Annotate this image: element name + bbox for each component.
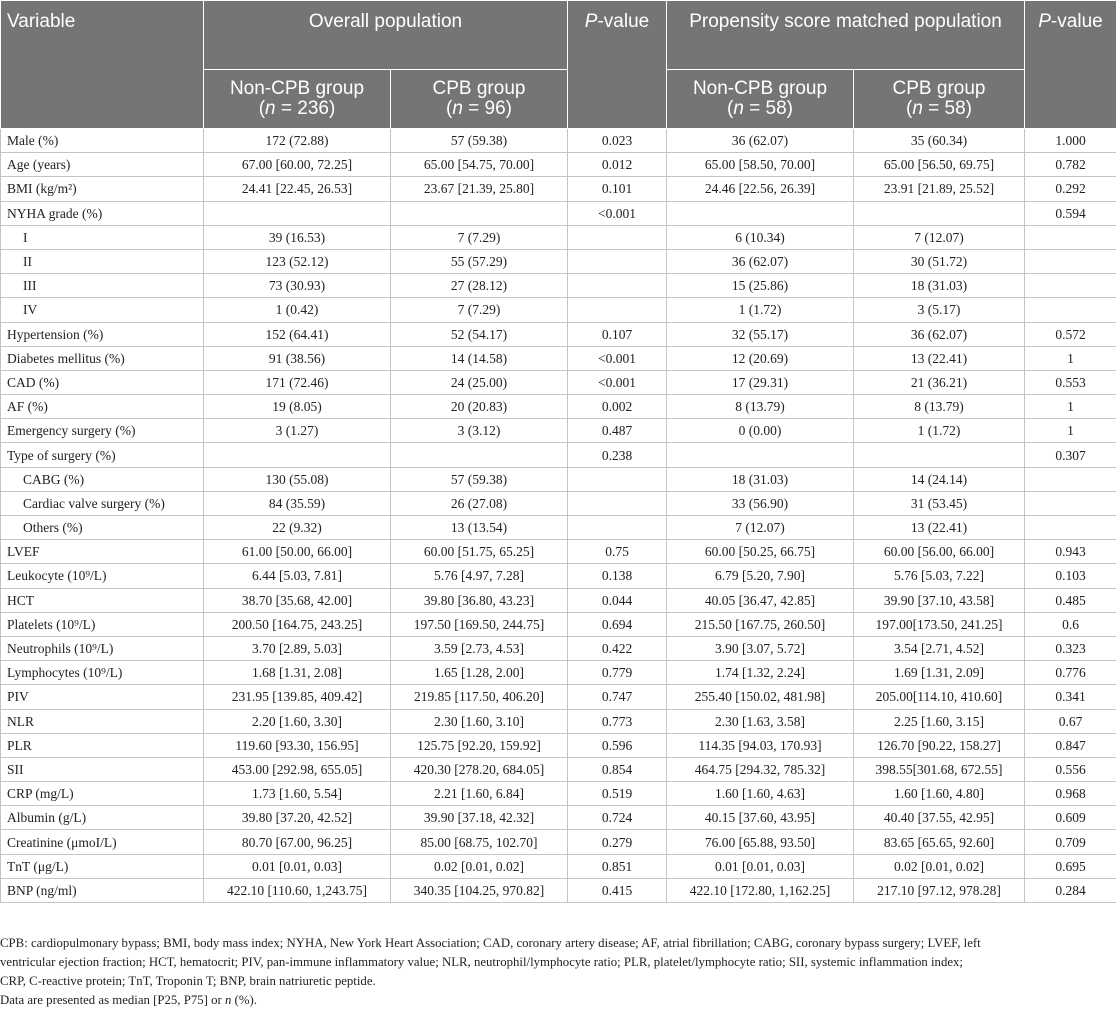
header-overall-noncpb xyxy=(204,70,391,129)
cell-overall-noncpb: 422.10 [110.60, 1,243.75] xyxy=(204,878,391,902)
cell-variable: CAD (%) xyxy=(1,370,204,394)
cell-overall-cpb: 65.00 [54.75, 70.00] xyxy=(391,153,568,177)
cell-overall-pvalue: <0.001 xyxy=(568,346,667,370)
cell-psm-pvalue: 1.000 xyxy=(1025,129,1116,153)
table-row xyxy=(1,540,1116,564)
n-open: ( xyxy=(259,98,265,119)
cell-psm-cpb: 2.25 [1.60, 3.15] xyxy=(854,709,1025,733)
cell-variable: Hypertension (%) xyxy=(1,322,204,346)
cell-psm-noncpb: 65.00 [58.50, 70.00] xyxy=(667,153,854,177)
cell-overall-noncpb: 152 (64.41) xyxy=(204,322,391,346)
n-value: = 58) xyxy=(923,98,972,119)
table-row xyxy=(1,830,1116,854)
cell-psm-cpb: 1.60 [1.60, 4.80] xyxy=(854,782,1025,806)
n-open: ( xyxy=(727,98,733,119)
header-pvalue-p: P xyxy=(585,11,598,32)
cell-variable: Platelets (10⁹/L) xyxy=(1,612,204,636)
cell-psm-noncpb: 3.90 [3.07, 5.72] xyxy=(667,636,854,660)
header-pvalue-rest: -value xyxy=(1051,11,1103,32)
cell-psm-pvalue xyxy=(1025,225,1116,249)
cell-psm-noncpb: 1.60 [1.60, 4.63] xyxy=(667,782,854,806)
cell-psm-noncpb: 8 (13.79) xyxy=(667,395,854,419)
cell-psm-pvalue: 0.695 xyxy=(1025,854,1116,878)
cell-psm-cpb xyxy=(854,443,1025,467)
cell-overall-cpb: 13 (13.54) xyxy=(391,516,568,540)
table-body xyxy=(1,129,1116,903)
n-value: = 236) xyxy=(276,98,336,119)
cell-psm-pvalue: 0.968 xyxy=(1025,782,1116,806)
cell-psm-noncpb: 36 (62.07) xyxy=(667,129,854,153)
cell-overall-pvalue: 0.107 xyxy=(568,322,667,346)
cell-psm-noncpb: 6 (10.34) xyxy=(667,225,854,249)
cell-psm-pvalue: 0.709 xyxy=(1025,830,1116,854)
cell-psm-pvalue: 0.553 xyxy=(1025,370,1116,394)
cell-psm-pvalue xyxy=(1025,491,1116,515)
table-row xyxy=(1,153,1116,177)
cell-psm-noncpb: 1.74 [1.32, 2.24] xyxy=(667,661,854,685)
cell-psm-pvalue xyxy=(1025,467,1116,491)
cell-overall-pvalue: 0.415 xyxy=(568,878,667,902)
cell-overall-noncpb: 0.01 [0.01, 0.03] xyxy=(204,854,391,878)
cell-overall-pvalue xyxy=(568,298,667,322)
cell-psm-cpb: 18 (31.03) xyxy=(854,274,1025,298)
cell-overall-pvalue: 0.012 xyxy=(568,153,667,177)
cell-psm-cpb: 1.69 [1.31, 2.09] xyxy=(854,661,1025,685)
cell-overall-pvalue xyxy=(568,467,667,491)
table-row xyxy=(1,685,1116,709)
cell-psm-pvalue: 0.292 xyxy=(1025,177,1116,201)
cell-psm-pvalue: 0.556 xyxy=(1025,757,1116,781)
cell-variable: LVEF xyxy=(1,540,204,564)
header-pvalue-rest: -value xyxy=(597,11,649,32)
cell-psm-cpb: 83.65 [65.65, 92.60] xyxy=(854,830,1025,854)
cell-overall-noncpb: 231.95 [139.85, 409.42] xyxy=(204,685,391,709)
cell-overall-pvalue: 0.519 xyxy=(568,782,667,806)
cell-psm-noncpb: 17 (29.31) xyxy=(667,370,854,394)
cell-overall-cpb: 3 (3.12) xyxy=(391,419,568,443)
cell-overall-pvalue: 0.023 xyxy=(568,129,667,153)
cell-psm-pvalue: 1 xyxy=(1025,419,1116,443)
cell-psm-cpb: 13 (22.41) xyxy=(854,346,1025,370)
cell-variable: NLR xyxy=(1,709,204,733)
cell-psm-noncpb: 7 (12.07) xyxy=(667,516,854,540)
cell-overall-cpb: 55 (57.29) xyxy=(391,249,568,273)
n-letter: n xyxy=(452,98,463,119)
cell-psm-noncpb: 464.75 [294.32, 785.32] xyxy=(667,757,854,781)
cell-psm-noncpb: 15 (25.86) xyxy=(667,274,854,298)
cell-psm-noncpb: 2.30 [1.63, 3.58] xyxy=(667,709,854,733)
footnote-line: CRP, C-reactive protein; TnT, Troponin T; BNP, brain natriuretic peptide. xyxy=(0,974,376,988)
cell-overall-noncpb: 24.41 [22.45, 26.53] xyxy=(204,177,391,201)
cell-overall-noncpb: 3.70 [2.89, 5.03] xyxy=(204,636,391,660)
cell-variable: III xyxy=(1,274,204,298)
cell-overall-noncpb: 453.00 [292.98, 655.05] xyxy=(204,757,391,781)
table-row xyxy=(1,177,1116,201)
cell-psm-pvalue: 0.341 xyxy=(1025,685,1116,709)
cell-overall-noncpb: 200.50 [164.75, 243.25] xyxy=(204,612,391,636)
cell-variable: Age (years) xyxy=(1,153,204,177)
header-psm-population: Propensity score matched population xyxy=(667,1,1025,70)
cell-overall-cpb: 14 (14.58) xyxy=(391,346,568,370)
cell-overall-pvalue xyxy=(568,225,667,249)
cell-psm-noncpb: 114.35 [94.03, 170.93] xyxy=(667,733,854,757)
cell-overall-cpb: 2.21 [1.60, 6.84] xyxy=(391,782,568,806)
table-row xyxy=(1,395,1116,419)
cell-psm-cpb: 217.10 [97.12, 978.28] xyxy=(854,878,1025,902)
cell-overall-noncpb: 73 (30.93) xyxy=(204,274,391,298)
cell-overall-noncpb: 1 (0.42) xyxy=(204,298,391,322)
header-overall-pvalue xyxy=(568,1,667,129)
cell-overall-noncpb: 3 (1.27) xyxy=(204,419,391,443)
cell-overall-cpb: 20 (20.83) xyxy=(391,395,568,419)
group-label: CPB group xyxy=(433,78,526,99)
cell-psm-cpb: 3 (5.17) xyxy=(854,298,1025,322)
cell-variable: NYHA grade (%) xyxy=(1,201,204,225)
cell-psm-cpb: 14 (24.14) xyxy=(854,467,1025,491)
cell-variable: Cardiac valve surgery (%) xyxy=(1,491,204,515)
cell-psm-cpb: 398.55[301.68, 672.55] xyxy=(854,757,1025,781)
cell-psm-noncpb: 76.00 [65.88, 93.50] xyxy=(667,830,854,854)
cell-overall-cpb: 24 (25.00) xyxy=(391,370,568,394)
cell-overall-cpb: 340.35 [104.25, 970.82] xyxy=(391,878,568,902)
cell-overall-noncpb: 67.00 [60.00, 72.25] xyxy=(204,153,391,177)
cell-variable: Lymphocytes (10⁹/L) xyxy=(1,661,204,685)
cell-overall-pvalue: <0.001 xyxy=(568,201,667,225)
cell-psm-noncpb: 0 (0.00) xyxy=(667,419,854,443)
cell-variable: Neutrophils (10⁹/L) xyxy=(1,636,204,660)
cell-overall-pvalue: 0.75 xyxy=(568,540,667,564)
cell-variable: Creatinine (μmoI/L) xyxy=(1,830,204,854)
cell-overall-cpb: 125.75 [92.20, 159.92] xyxy=(391,733,568,757)
cell-psm-cpb: 1 (1.72) xyxy=(854,419,1025,443)
header-psm-cpb xyxy=(854,70,1025,129)
cell-overall-cpb: 26 (27.08) xyxy=(391,491,568,515)
cell-variable: PLR xyxy=(1,733,204,757)
cell-overall-cpb: 57 (59.38) xyxy=(391,467,568,491)
cell-variable: AF (%) xyxy=(1,395,204,419)
cell-overall-pvalue xyxy=(568,491,667,515)
cell-psm-noncpb: 12 (20.69) xyxy=(667,346,854,370)
cell-overall-cpb: 60.00 [51.75, 65.25] xyxy=(391,540,568,564)
header-psm-noncpb xyxy=(667,70,854,129)
footnote-abbreviations xyxy=(0,934,1112,991)
n-open: ( xyxy=(446,98,452,119)
cell-overall-cpb: 197.50 [169.50, 244.75] xyxy=(391,612,568,636)
n-letter: n xyxy=(912,98,923,119)
cell-psm-cpb xyxy=(854,201,1025,225)
cell-psm-cpb: 39.90 [37.10, 43.58] xyxy=(854,588,1025,612)
cell-overall-pvalue: 0.694 xyxy=(568,612,667,636)
cell-overall-noncpb: 84 (35.59) xyxy=(204,491,391,515)
cell-psm-cpb: 8 (13.79) xyxy=(854,395,1025,419)
cell-psm-pvalue xyxy=(1025,274,1116,298)
cell-psm-pvalue xyxy=(1025,516,1116,540)
table-row xyxy=(1,661,1116,685)
cell-overall-cpb: 39.90 [37.18, 42.32] xyxy=(391,806,568,830)
cell-psm-noncpb: 32 (55.17) xyxy=(667,322,854,346)
cell-psm-cpb: 197.00[173.50, 241.25] xyxy=(854,612,1025,636)
cell-psm-noncpb: 33 (56.90) xyxy=(667,491,854,515)
cell-overall-cpb xyxy=(391,201,568,225)
cell-psm-cpb: 205.00[114.10, 410.60] xyxy=(854,685,1025,709)
cell-psm-cpb: 21 (36.21) xyxy=(854,370,1025,394)
cell-psm-noncpb: 40.15 [37.60, 43.95] xyxy=(667,806,854,830)
footnote-line: ventricular ejection fraction; HCT, hematocrit; PIV, pan-immune inflammatory value; NLR, neutrophil/lymphocyte ratio; PLR, platelet/lymphocyte ratio; SII, systemic inflammation index; xyxy=(0,955,963,969)
header-overall-cpb xyxy=(391,70,568,129)
cell-overall-cpb: 57 (59.38) xyxy=(391,129,568,153)
table-row xyxy=(1,225,1116,249)
cell-psm-noncpb: 6.79 [5.20, 7.90] xyxy=(667,564,854,588)
cell-overall-cpb: 52 (54.17) xyxy=(391,322,568,346)
cell-psm-cpb: 60.00 [56.00, 66.00] xyxy=(854,540,1025,564)
cell-psm-pvalue: 0.572 xyxy=(1025,322,1116,346)
cell-overall-pvalue xyxy=(568,249,667,273)
cell-variable: CABG (%) xyxy=(1,467,204,491)
cell-psm-cpb: 35 (60.34) xyxy=(854,129,1025,153)
cell-psm-pvalue xyxy=(1025,249,1116,273)
cell-overall-pvalue: 0.487 xyxy=(568,419,667,443)
cell-psm-noncpb: 255.40 [150.02, 481.98] xyxy=(667,685,854,709)
cell-overall-noncpb: 1.68 [1.31, 2.08] xyxy=(204,661,391,685)
footnote-text: Data are presented as median [P25, P75] or xyxy=(0,993,225,1007)
cell-psm-cpb: 65.00 [56.50, 69.75] xyxy=(854,153,1025,177)
cell-psm-noncpb: 0.01 [0.01, 0.03] xyxy=(667,854,854,878)
n-value: = 96) xyxy=(463,98,512,119)
table-row xyxy=(1,878,1116,902)
cell-psm-cpb: 40.40 [37.55, 42.95] xyxy=(854,806,1025,830)
cell-variable: TnT (μg/L) xyxy=(1,854,204,878)
cell-psm-pvalue: 0.307 xyxy=(1025,443,1116,467)
cell-overall-cpb: 85.00 [68.75, 102.70] xyxy=(391,830,568,854)
cell-psm-cpb: 36 (62.07) xyxy=(854,322,1025,346)
cell-overall-pvalue: 0.851 xyxy=(568,854,667,878)
cell-overall-noncpb xyxy=(204,201,391,225)
cell-overall-pvalue: 0.101 xyxy=(568,177,667,201)
cell-psm-pvalue: 0.776 xyxy=(1025,661,1116,685)
table-row xyxy=(1,806,1116,830)
cell-overall-pvalue: 0.724 xyxy=(568,806,667,830)
table-row xyxy=(1,516,1116,540)
cell-overall-noncpb: 123 (52.12) xyxy=(204,249,391,273)
cell-overall-pvalue: 0.854 xyxy=(568,757,667,781)
cell-overall-pvalue: 0.238 xyxy=(568,443,667,467)
table-row xyxy=(1,854,1116,878)
cell-psm-cpb: 126.70 [90.22, 158.27] xyxy=(854,733,1025,757)
cell-overall-pvalue: 0.002 xyxy=(568,395,667,419)
cell-psm-noncpb: 18 (31.03) xyxy=(667,467,854,491)
cell-variable: BMI (kg/m²) xyxy=(1,177,204,201)
cell-overall-pvalue: <0.001 xyxy=(568,370,667,394)
cell-psm-cpb: 0.02 [0.01, 0.02] xyxy=(854,854,1025,878)
cell-psm-pvalue: 0.323 xyxy=(1025,636,1116,660)
cell-psm-pvalue: 0.594 xyxy=(1025,201,1116,225)
cell-psm-noncpb: 24.46 [22.56, 26.39] xyxy=(667,177,854,201)
table-row xyxy=(1,782,1116,806)
cell-variable: Diabetes mellitus (%) xyxy=(1,346,204,370)
table-row xyxy=(1,370,1116,394)
header-pvalue-p: P xyxy=(1038,11,1051,32)
cell-overall-noncpb: 2.20 [1.60, 3.30] xyxy=(204,709,391,733)
table-row xyxy=(1,733,1116,757)
cell-psm-pvalue: 0.284 xyxy=(1025,878,1116,902)
cell-psm-pvalue: 1 xyxy=(1025,395,1116,419)
cell-overall-cpb: 23.67 [21.39, 25.80] xyxy=(391,177,568,201)
cell-variable: PIV xyxy=(1,685,204,709)
cell-variable: I xyxy=(1,225,204,249)
cell-overall-noncpb: 39 (16.53) xyxy=(204,225,391,249)
table-row xyxy=(1,346,1116,370)
table-row xyxy=(1,467,1116,491)
cell-overall-noncpb: 1.73 [1.60, 5.54] xyxy=(204,782,391,806)
cell-overall-cpb: 7 (7.29) xyxy=(391,225,568,249)
cell-overall-cpb xyxy=(391,443,568,467)
table-row xyxy=(1,709,1116,733)
cell-overall-noncpb: 61.00 [50.00, 66.00] xyxy=(204,540,391,564)
cell-variable: Leukocyte (10⁹/L) xyxy=(1,564,204,588)
cell-psm-cpb: 7 (12.07) xyxy=(854,225,1025,249)
cell-variable: CRP (mg/L) xyxy=(1,782,204,806)
cell-variable: Type of surgery (%) xyxy=(1,443,204,467)
n-letter: n xyxy=(733,98,744,119)
table-row xyxy=(1,274,1116,298)
cell-variable: SII xyxy=(1,757,204,781)
cell-overall-pvalue: 0.747 xyxy=(568,685,667,709)
table-row xyxy=(1,443,1116,467)
cell-overall-cpb: 2.30 [1.60, 3.10] xyxy=(391,709,568,733)
header-psm-pvalue xyxy=(1025,1,1116,129)
cell-overall-cpb: 7 (7.29) xyxy=(391,298,568,322)
table-row xyxy=(1,491,1116,515)
cell-psm-pvalue: 1 xyxy=(1025,346,1116,370)
cell-overall-pvalue xyxy=(568,274,667,298)
cell-psm-noncpb: 1 (1.72) xyxy=(667,298,854,322)
cell-variable: Male (%) xyxy=(1,129,204,153)
cell-psm-pvalue: 0.67 xyxy=(1025,709,1116,733)
table-row xyxy=(1,588,1116,612)
cell-psm-pvalue: 0.6 xyxy=(1025,612,1116,636)
cell-psm-pvalue: 0.103 xyxy=(1025,564,1116,588)
cell-overall-cpb: 39.80 [36.80, 43.23] xyxy=(391,588,568,612)
cell-overall-noncpb: 6.44 [5.03, 7.81] xyxy=(204,564,391,588)
cell-psm-noncpb: 36 (62.07) xyxy=(667,249,854,273)
cell-psm-pvalue: 0.943 xyxy=(1025,540,1116,564)
cell-psm-pvalue xyxy=(1025,298,1116,322)
cell-overall-cpb: 0.02 [0.01, 0.02] xyxy=(391,854,568,878)
table-row xyxy=(1,298,1116,322)
table-footnotes xyxy=(0,934,1112,1010)
cell-overall-cpb: 5.76 [4.97, 7.28] xyxy=(391,564,568,588)
cell-overall-cpb: 27 (28.12) xyxy=(391,274,568,298)
footnote-data-presentation xyxy=(0,991,1112,1010)
cell-overall-pvalue: 0.773 xyxy=(568,709,667,733)
table-row xyxy=(1,612,1116,636)
cell-psm-noncpb xyxy=(667,443,854,467)
cell-overall-noncpb: 171 (72.46) xyxy=(204,370,391,394)
n-value: = 58) xyxy=(744,98,793,119)
cell-overall-noncpb: 22 (9.32) xyxy=(204,516,391,540)
cell-overall-noncpb xyxy=(204,443,391,467)
cell-psm-cpb: 3.54 [2.71, 4.52] xyxy=(854,636,1025,660)
table-row xyxy=(1,636,1116,660)
cell-overall-noncpb: 172 (72.88) xyxy=(204,129,391,153)
cell-psm-noncpb: 60.00 [50.25, 66.75] xyxy=(667,540,854,564)
cell-psm-cpb: 5.76 [5.03, 7.22] xyxy=(854,564,1025,588)
cell-overall-noncpb: 39.80 [37.20, 42.52] xyxy=(204,806,391,830)
group-label: CPB group xyxy=(893,78,986,99)
cell-psm-pvalue: 0.609 xyxy=(1025,806,1116,830)
cell-overall-noncpb: 19 (8.05) xyxy=(204,395,391,419)
cell-variable: HCT xyxy=(1,588,204,612)
footnote-text: (%). xyxy=(231,993,257,1007)
cell-overall-pvalue: 0.138 xyxy=(568,564,667,588)
table-row xyxy=(1,322,1116,346)
cell-psm-noncpb xyxy=(667,201,854,225)
table-row xyxy=(1,201,1116,225)
cell-psm-noncpb: 40.05 [36.47, 42.85] xyxy=(667,588,854,612)
cell-overall-pvalue: 0.779 xyxy=(568,661,667,685)
cell-variable: IV xyxy=(1,298,204,322)
cell-overall-noncpb: 91 (38.56) xyxy=(204,346,391,370)
n-open: ( xyxy=(906,98,912,119)
footnote-n: n xyxy=(225,993,231,1007)
cell-psm-pvalue: 0.847 xyxy=(1025,733,1116,757)
cell-overall-cpb: 1.65 [1.28, 2.00] xyxy=(391,661,568,685)
cell-overall-noncpb: 38.70 [35.68, 42.00] xyxy=(204,588,391,612)
header-overall-population: Overall population xyxy=(204,1,568,70)
cell-overall-noncpb: 130 (55.08) xyxy=(204,467,391,491)
cell-overall-pvalue: 0.596 xyxy=(568,733,667,757)
cell-psm-cpb: 30 (51.72) xyxy=(854,249,1025,273)
cell-psm-noncpb: 422.10 [172.80, 1,162.25] xyxy=(667,878,854,902)
group-label: Non-CPB group xyxy=(230,78,364,99)
table-row xyxy=(1,419,1116,443)
table-row xyxy=(1,129,1116,153)
cell-psm-cpb: 13 (22.41) xyxy=(854,516,1025,540)
cell-overall-pvalue: 0.279 xyxy=(568,830,667,854)
cell-variable: BNP (ng/ml) xyxy=(1,878,204,902)
table-row xyxy=(1,564,1116,588)
cell-psm-cpb: 31 (53.45) xyxy=(854,491,1025,515)
footnote-line: CPB: cardiopulmonary bypass; BMI, body mass index; NYHA, New York Heart Association; CAD, coronary artery disease; AF, atrial fibrillation; CABG, coronary bypass surgery; LVEF, left xyxy=(0,936,981,950)
header-row-1 xyxy=(1,1,1116,70)
cell-overall-pvalue: 0.422 xyxy=(568,636,667,660)
cell-psm-noncpb: 215.50 [167.75, 260.50] xyxy=(667,612,854,636)
cell-overall-noncpb: 119.60 [93.30, 156.95] xyxy=(204,733,391,757)
table-row xyxy=(1,757,1116,781)
cell-psm-pvalue: 0.782 xyxy=(1025,153,1116,177)
cell-overall-pvalue: 0.044 xyxy=(568,588,667,612)
cell-variable: Emergency surgery (%) xyxy=(1,419,204,443)
cell-variable: II xyxy=(1,249,204,273)
cell-psm-pvalue: 0.485 xyxy=(1025,588,1116,612)
cell-overall-noncpb: 80.70 [67.00, 96.25] xyxy=(204,830,391,854)
header-variable: Variable xyxy=(1,1,204,129)
cell-overall-cpb: 420.30 [278.20, 684.05] xyxy=(391,757,568,781)
cell-overall-pvalue xyxy=(568,516,667,540)
group-label: Non-CPB group xyxy=(693,78,827,99)
table-row xyxy=(1,249,1116,273)
cell-variable: Others (%) xyxy=(1,516,204,540)
cell-variable: Albumin (g/L) xyxy=(1,806,204,830)
cell-psm-cpb: 23.91 [21.89, 25.52] xyxy=(854,177,1025,201)
cell-overall-cpb: 219.85 [117.50, 406.20] xyxy=(391,685,568,709)
cell-overall-cpb: 3.59 [2.73, 4.53] xyxy=(391,636,568,660)
n-letter: n xyxy=(265,98,276,119)
